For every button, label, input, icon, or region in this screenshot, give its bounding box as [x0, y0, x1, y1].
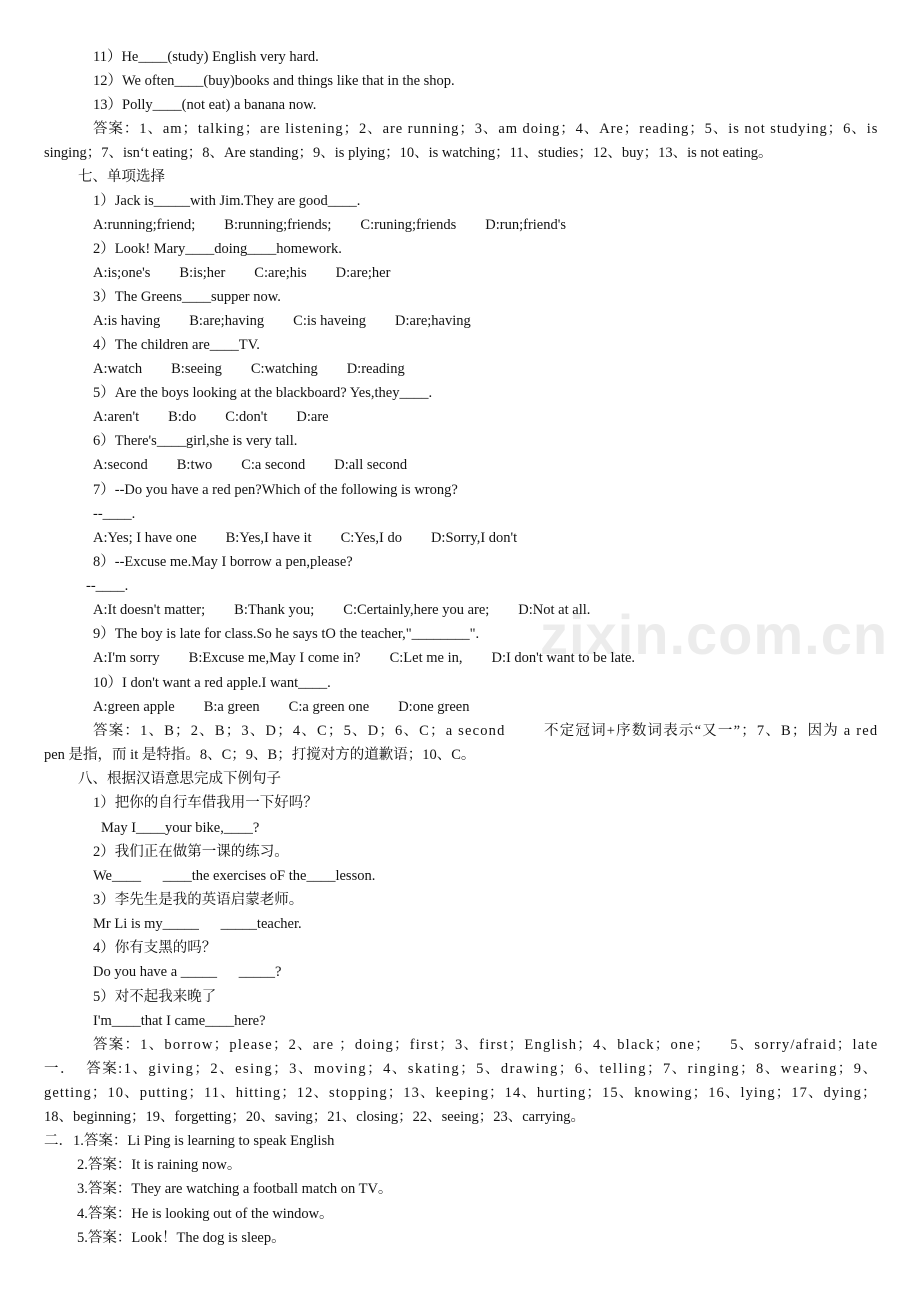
options-7: A:Yes; I have one B:Yes,I have it C:Yes,I do D:Sorry,I don't: [93, 530, 518, 546]
exercise-line-12: 12）We often____(buy)books and things like that in the shop.: [93, 73, 455, 89]
options-1: A:running;friend; B:running;friends; C:runing;friends D:run;friend's: [93, 217, 566, 233]
section-heading-8: 八、根据汉语意思完成下例句子: [78, 771, 281, 787]
question-3: 3）The Greens____supper now.: [93, 289, 281, 305]
question-8: 8）--Excuse me.May I borrow a pen,please?: [93, 554, 353, 570]
answer-line-8: 答案：1、borrow；please；2、are ；doing；first；3、first；English；4、black；one； 5、sorry/afraid；late: [93, 1037, 879, 1053]
answer-section-2-3: 3.答案：They are watching a football match on TV。: [77, 1181, 393, 1197]
section-heading-7: 七、单项选择: [78, 169, 165, 185]
answer-section-1: 一． 答案:1、giving；2、esing；3、moving；4、skating；5、drawing；6、telling；7、ringing；8、wearing；9、: [44, 1061, 879, 1077]
question-6: 6）There's____girl,she is very tall.: [93, 433, 298, 449]
translation-prompt-5: 5）对不起我来晚了: [93, 989, 217, 1005]
answer-line: 答案：1、am；talking；are listening；2、are running；3、am doing；4、Are；reading；5、is not studying；6、is: [93, 121, 879, 137]
options-5: A:aren't B:do C:don't D:are: [93, 409, 329, 425]
translation-blank-4: Do you have a _____ _____?: [93, 964, 282, 980]
options-4: A:watch B:seeing C:watching D:reading: [93, 361, 405, 377]
answer-section-2-1: 二．1.答案：Li Ping is learning to speak English: [44, 1133, 335, 1149]
exercise-line-11: 11）He____(study) English very hard.: [93, 49, 319, 65]
options-9: A:I'm sorry B:Excuse me,May I come in? C:Let me in, D:I don't want to be late.: [93, 650, 636, 666]
exercise-line-13: 13）Polly____(not eat) a banana now.: [93, 97, 317, 113]
answer-section-2-5: 5.答案：Look！The dog is sleep。: [77, 1230, 286, 1246]
options-2: A:is;one's B:is;her C:are;his D:are;her: [93, 265, 391, 281]
question-7: 7）--Do you have a red pen?Which of the following is wrong?: [93, 482, 458, 498]
question-2: 2）Look! Mary____doing____homework.: [93, 241, 342, 257]
watermark: zixin.com.cn: [540, 603, 889, 666]
translation-blank-1: May I____your bike,____?: [101, 820, 260, 836]
translation-blank-2: We____ ____the exercises oF the____lesson.: [93, 868, 376, 884]
question-5: 5）Are the boys looking at the blackboard? Yes,they____.: [93, 385, 433, 401]
answer-section-1-cont: getting；10、putting；11、hitting；12、stopping；13、keeping；14、hurting；15、knowing；16、lying；17、dying；: [44, 1085, 878, 1101]
question-7-blank: --____.: [93, 506, 136, 522]
question-9: 9）The boy is late for class.So he says tO the teacher,"________".: [93, 626, 480, 642]
question-1: 1）Jack is_____with Jim.They are good____.: [93, 193, 361, 209]
answer-section-1-cont2: 18、beginning；19、forgetting；20、saving；21、closing；22、seeing；23、carrying。: [44, 1109, 586, 1125]
options-10: A:green apple B:a green C:a green one D:one green: [93, 699, 470, 715]
answer-section-2-4: 4.答案：He is looking out of the window。: [77, 1206, 334, 1222]
options-6: A:second B:two C:a second D:all second: [93, 457, 408, 473]
question-8-blank: --____.: [86, 578, 129, 594]
answer-line-cont: singing；7、isn‘t eating；8、Are standing；9、is plying；10、is watching；11、studies；12、buy；13、is not eating。: [44, 145, 773, 161]
translation-prompt-4: 4）你有支黑的吗？: [93, 940, 217, 956]
translation-prompt-1: 1）把你的自行车借我用一下好吗？: [93, 795, 318, 811]
translation-blank-5: I'm____that I came____here?: [93, 1013, 266, 1029]
question-4: 4）The children are____TV.: [93, 337, 260, 353]
options-3: A:is having B:are;having C:is haveing D:are;having: [93, 313, 471, 329]
options-8: A:It doesn't matter; B:Thank you; C:Certainly,here you are; D:Not at all.: [93, 602, 591, 618]
translation-prompt-3: 3）李先生是我的英语启蒙老师。: [93, 892, 304, 908]
answer-line-7-cont: pen 是指，而 it 是特指。8、C；9、B；打搅对方的道歉语；10、C。: [44, 747, 476, 763]
answer-line-7: 答案：1、B；2、B；3、D；4、C；5、D；6、C；a second 不定冠词+序数词表示“又一”；7、B；因为 a red: [93, 723, 879, 739]
question-10: 10）I don't want a red apple.I want____.: [93, 675, 331, 691]
translation-prompt-2: 2）我们正在做第一课的练习。: [93, 844, 289, 860]
translation-blank-3: Mr Li is my_____ _____teacher.: [93, 916, 302, 932]
answer-section-2-2: 2.答案：It is raining now。: [77, 1157, 242, 1173]
